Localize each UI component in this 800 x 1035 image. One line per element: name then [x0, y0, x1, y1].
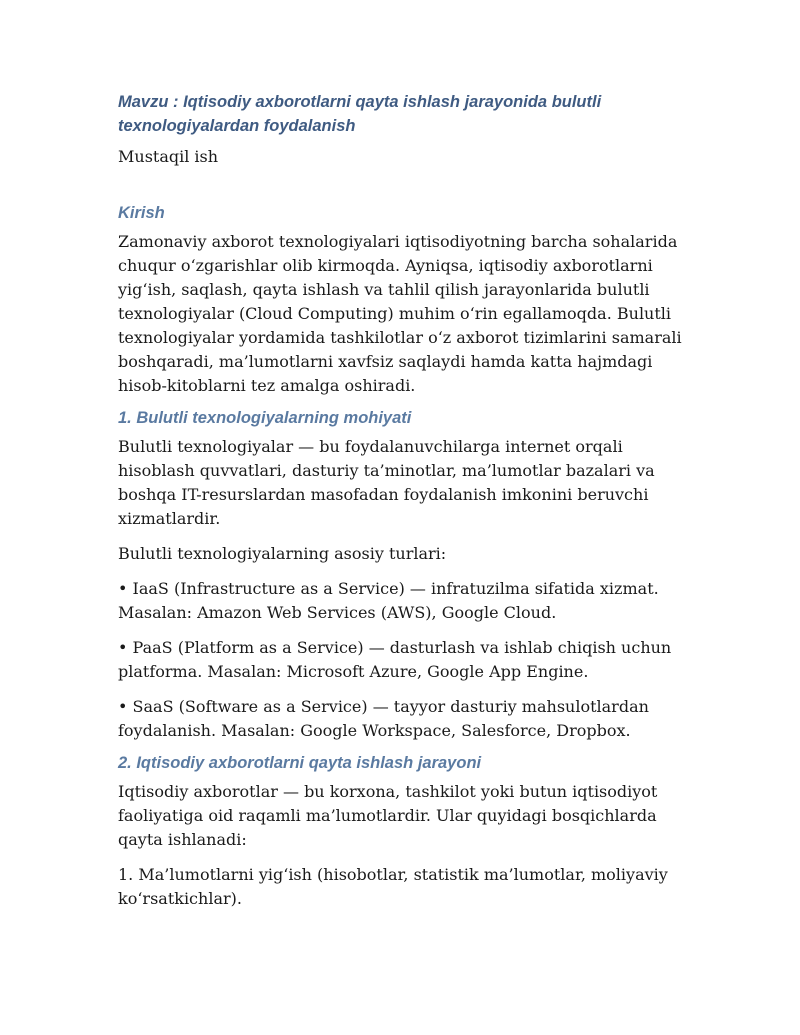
document-title: Mavzu : Iqtisodiy axborotlarni qayta ishlash jarayonida bulutli texnologiyalardan foydalanish — [118, 93, 602, 135]
intro-paragraph: Zamonaviy axborot texnologiyalari iqtisodiyotning barcha sohalarida chuqur o‘zgarishlar olib kirmoqda. Ayniqsa, iqtisodiy axborotlarni yig‘ish, saqlash, qayta ishlash va tahlil qilish jarayonlarida bulutli texnologiyalar (Cloud Computing) muhim o‘rin egallamoqda. Bulutli texnologiyalar yordamida tashkilotlar o‘z axborot tizimlarini samarali boshqaradi, ma’lumotlarni xavfsiz saqlaydi hamda katta hajmdagi hisob-kitoblarni tez amalga oshiradi. — [118, 232, 682, 395]
section-1-heading: 1. Bulutli texnologiyalarning mohiyati — [118, 409, 412, 427]
step-item-1: 1. Ma’lumotlarni yig‘ish (hisobotlar, statistik ma’lumotlar, moliyaviy ko‘rsatkichlar). — [118, 865, 668, 908]
document-body — [118, 90, 693, 911]
section-1-definition: Bulutli texnologiyalar — bu foydalanuvchilarga internet orqali hisoblash quvvatlari, dasturiy ta’minotlar, ma’lumotlar bazalari va boshqa IT-resurslardan masofadan foydalanish imkonini beruvchi xizmatlardir. — [118, 437, 655, 528]
type-item-iaas: • IaaS (Infrastructure as a Service) — infratuzilma sifatida xizmat. Masalan: Amazon Web Services (AWS), Google Cloud. — [118, 579, 659, 622]
section-2-heading: 2. Iqtisodiy axborotlarni qayta ishlash jarayoni — [118, 754, 482, 772]
section-2-paragraph: Iqtisodiy axborotlar — bu korxona, tashkilot yoki butun iqtisodiyot faoliyatiga oid raqamli ma’lumotlardir. Ular quyidagi bosqichlarda qayta ishlanadi: — [118, 782, 658, 849]
type-item-saas: • SaaS (Software as a Service) — tayyor dasturiy mahsulotlardan foydalanish. Masalan: Google Workspace, Salesforce, Dropbox. — [118, 697, 649, 740]
type-item-paas: • PaaS (Platform as a Service) — dasturlash va ishlab chiqish uchun platforma. Masalan: Microsoft Azure, Google App Engine. — [118, 638, 672, 681]
intro-heading: Kirish — [118, 204, 165, 222]
document-subtitle: Mustaqil ish — [118, 147, 219, 166]
section-1-types-intro: Bulutli texnologiyalarning asosiy turlari: — [118, 544, 447, 563]
